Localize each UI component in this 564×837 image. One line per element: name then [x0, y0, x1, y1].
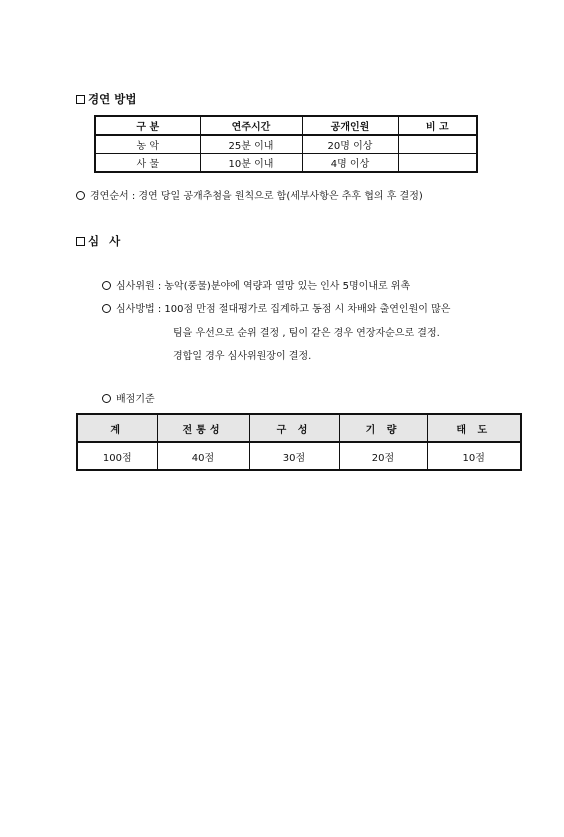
- scoring-criteria-item: [102, 390, 155, 405]
- judges-label: 심사위원: [116, 281, 155, 292]
- cell-total: 100점: [77, 442, 157, 470]
- cell-remarks: [398, 154, 477, 173]
- header-attitude: 태 도: [427, 414, 521, 442]
- table-row: [77, 442, 521, 470]
- checkbox-square-icon: [76, 95, 85, 104]
- table-header-row: [77, 414, 521, 442]
- cell-play-time: 25분 이내: [200, 135, 302, 154]
- header-remarks: 비 고: [398, 116, 477, 135]
- header-public-members: 공개인원: [302, 116, 398, 135]
- header-composition: 구 성: [249, 414, 339, 442]
- cell-attitude: 10점: [427, 442, 521, 470]
- cell-play-time: 10분 이내: [200, 154, 302, 173]
- header-total: 계: [77, 414, 157, 442]
- cell-public-members: 20명 이상: [302, 135, 398, 154]
- judges-text: 농악(풍물)분야에 역량과 열망 있는 인사 5명이내로 위촉: [164, 281, 411, 292]
- note-label: 경연순서: [90, 191, 129, 202]
- cell-remarks: [398, 135, 477, 154]
- circle-bullet-icon: [102, 394, 111, 403]
- performance-order-note: 경연순서 : 경연 당일 공개추첨을 원칙으로 함(세부사항은 추후 협의 후 결정): [76, 187, 423, 202]
- performance-table: [94, 115, 478, 173]
- checkbox-square-icon: [76, 237, 85, 246]
- method-line-1: 100점 만점 절대평가로 집계하고 동점 시 차배와 출연인원이 많은: [164, 304, 451, 315]
- circle-bullet-icon: [102, 304, 111, 313]
- cell-tradition: 40점: [157, 442, 249, 470]
- judges-item: 심사위원 : 농악(풍물)분야에 역량과 열망 있는 인사 5명이내로 위촉: [102, 277, 410, 292]
- cell-skill: 20점: [339, 442, 427, 470]
- performance-section-heading: [76, 91, 136, 107]
- method-item: 심사방법 : 100점 만점 절대평가로 집계하고 동점 시 차배와 출연인원이 많은: [102, 300, 450, 315]
- cell-composition: 30점: [249, 442, 339, 470]
- table-row: [95, 154, 477, 173]
- table-header-row: [95, 116, 477, 135]
- method-line-3: 경합일 경우 심사위원장이 결정.: [173, 351, 312, 362]
- review-section-heading: [76, 233, 123, 249]
- scoring-table: [76, 413, 522, 471]
- header-category: 구 분: [95, 116, 200, 135]
- header-play-time: 연주시간: [200, 116, 302, 135]
- circle-bullet-icon: [76, 191, 85, 200]
- cell-public-members: 4명 이상: [302, 154, 398, 173]
- method-line-2: 팀을 우선으로 순위 결정 , 팀이 같은 경우 연장자순으로 결정.: [173, 328, 440, 339]
- review-section-title: 심 사: [88, 234, 124, 248]
- circle-bullet-icon: [102, 281, 111, 290]
- header-skill: 기 량: [339, 414, 427, 442]
- performance-section-title: 경연 방법: [88, 92, 137, 106]
- header-tradition: 전통성: [157, 414, 249, 442]
- cell-category: 사 물: [95, 154, 200, 173]
- scoring-label: 배점기준: [116, 394, 155, 405]
- table-row: [95, 135, 477, 154]
- note-text: 경연 당일 공개추첨을 원칙으로 함(세부사항은 추후 협의 후 결정): [138, 191, 423, 202]
- cell-category: 농 악: [95, 135, 200, 154]
- method-label: 심사방법: [116, 304, 155, 315]
